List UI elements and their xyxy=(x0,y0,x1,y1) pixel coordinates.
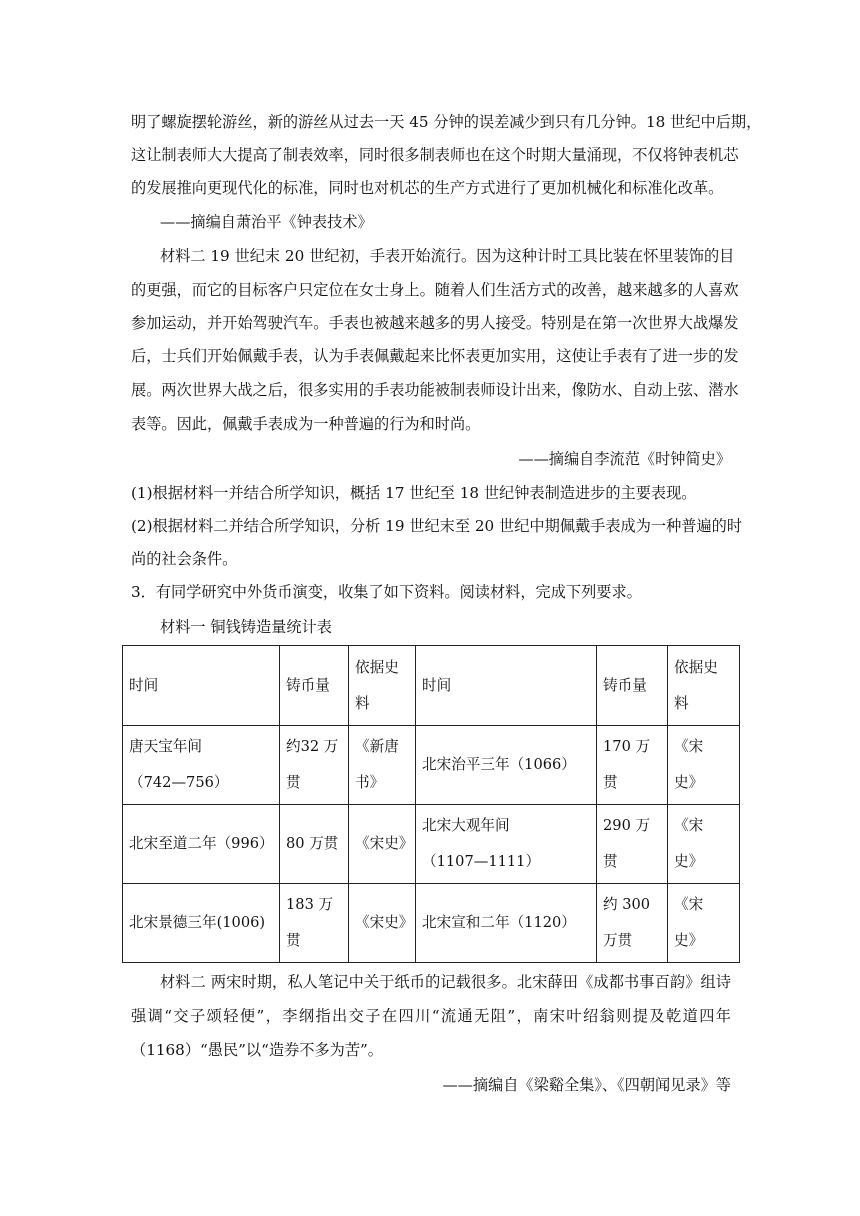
table-header-cell: 依据史 料 xyxy=(349,646,416,726)
paragraph-line: 的发展推向更现代化的标准，同时也对机芯的生产方式进行了更加机械化和标准化改革。 xyxy=(131,179,724,197)
table-cell: 《宋史》 xyxy=(349,805,416,884)
table-row xyxy=(123,805,740,884)
table-cell: 北宋大观年间 （1107—1111） xyxy=(416,805,597,884)
table-cell: 北宋景德三年(1006) xyxy=(123,884,280,963)
paragraph-line: 参加运动，并开始驾驶汽车。手表也被越来越多的男人接受。特别是在第一次世界大战爆发 xyxy=(131,314,739,332)
table-header-cell: 铸币量 xyxy=(597,646,668,726)
question-2: (2)根据材料二并结合所学知识，分析 19 世纪末至 20 世纪中期佩戴手表成为一种普遍的时 xyxy=(131,517,743,535)
table-cell: 183 万 贯 xyxy=(280,884,349,963)
source-citation: ——摘编自《梁谿全集》、《四朝闻见录》等 xyxy=(442,1076,731,1094)
table-cell: 《宋史》 xyxy=(349,884,416,963)
paragraph-line: 后，士兵们开始佩戴手表，认为手表佩戴起来比怀表更加实用，这使让手表有了进一步的发 xyxy=(131,347,739,365)
source-citation: ——摘编自李流范《时钟简史》 xyxy=(518,450,731,468)
table-header-cell: 时间 xyxy=(123,646,280,726)
paragraph-line: 强调“交子颂轻便”，李纲指出交子在四川“流通无阻”，南宋叶绍翁则提及乾道四年 xyxy=(131,1007,731,1025)
table-header-cell: 时间 xyxy=(416,646,597,726)
table-row xyxy=(123,726,740,805)
paragraph-line: 表等。因此，佩戴手表成为一种普遍的行为和时尚。 xyxy=(131,415,481,433)
table-cell: 《宋 史》 xyxy=(668,805,740,884)
paragraph-line: 材料二 19 世纪末 20 世纪初，手表开始流行。因为这种计时工具比装在怀里装饰的目 xyxy=(160,247,735,265)
coin-minting-table xyxy=(122,645,740,963)
paragraph-line: 展。两次世界大战之后，很多实用的手表功能被制表师设计出来，像防水、自动上弦、潜水 xyxy=(131,381,739,399)
table-header-cell: 铸币量 xyxy=(280,646,349,726)
paragraph-line: 明了螺旋摆轮游丝，新的游丝从过去一天 45 分钟的误差减少到只有几分钟。18 世纪中后期， xyxy=(131,113,762,131)
table-cell: 《宋 史》 xyxy=(668,884,740,963)
paragraph-line: 这让制表师大大提高了制表效率，同时很多制表师也在这个时期大量涌现，不仅将钟表机芯 xyxy=(131,146,739,164)
table-cell: 80 万贯 xyxy=(280,805,349,884)
question-2-cont: 尚的社会条件。 xyxy=(131,550,238,568)
table-cell: 北宋治平三年（1066） xyxy=(416,726,597,805)
table-cell: 约 300 万贯 xyxy=(597,884,668,963)
table-row xyxy=(123,884,740,963)
table-header-cell: 依据史 料 xyxy=(668,646,740,726)
paragraph-line: 材料二 两宋时期，私人笔记中关于纸币的记载很多。北宋薛田《成都书事百韵》组诗 xyxy=(160,973,731,991)
table-cell: 《新唐 书》 xyxy=(349,726,416,805)
table-header-row xyxy=(123,646,740,726)
table-title: 材料一 铜钱铸造量统计表 xyxy=(160,618,332,636)
table-cell: 《宋 史》 xyxy=(668,726,740,805)
table-cell: 290 万贯 xyxy=(597,805,668,884)
table-cell: 约32 万 贯 xyxy=(280,726,349,805)
question-1: (1)根据材料一并结合所学知识，概括 17 世纪至 18 世纪钟表制造进步的主要表现。 xyxy=(131,484,697,502)
table-cell: 北宋至道二年（996） xyxy=(123,805,280,884)
question-3: 3．有同学研究中外货币演变，收集了如下资料。阅读材料，完成下列要求。 xyxy=(131,583,642,601)
paragraph-line: 的更强，而它的目标客户只定位在女士身上。随着人们生活方式的改善，越来越多的人喜欢 xyxy=(131,281,739,299)
source-citation: ——摘编自萧治平《钟表技术》 xyxy=(160,213,373,231)
paragraph-line: （1168）“愚民”以“造券不多为苦”。 xyxy=(131,1041,383,1059)
table-cell: 170 万贯 xyxy=(597,726,668,805)
table-cell: 北宋宣和二年（1120） xyxy=(416,884,597,963)
table-cell: 唐天宝年间 （742—756） xyxy=(123,726,280,805)
